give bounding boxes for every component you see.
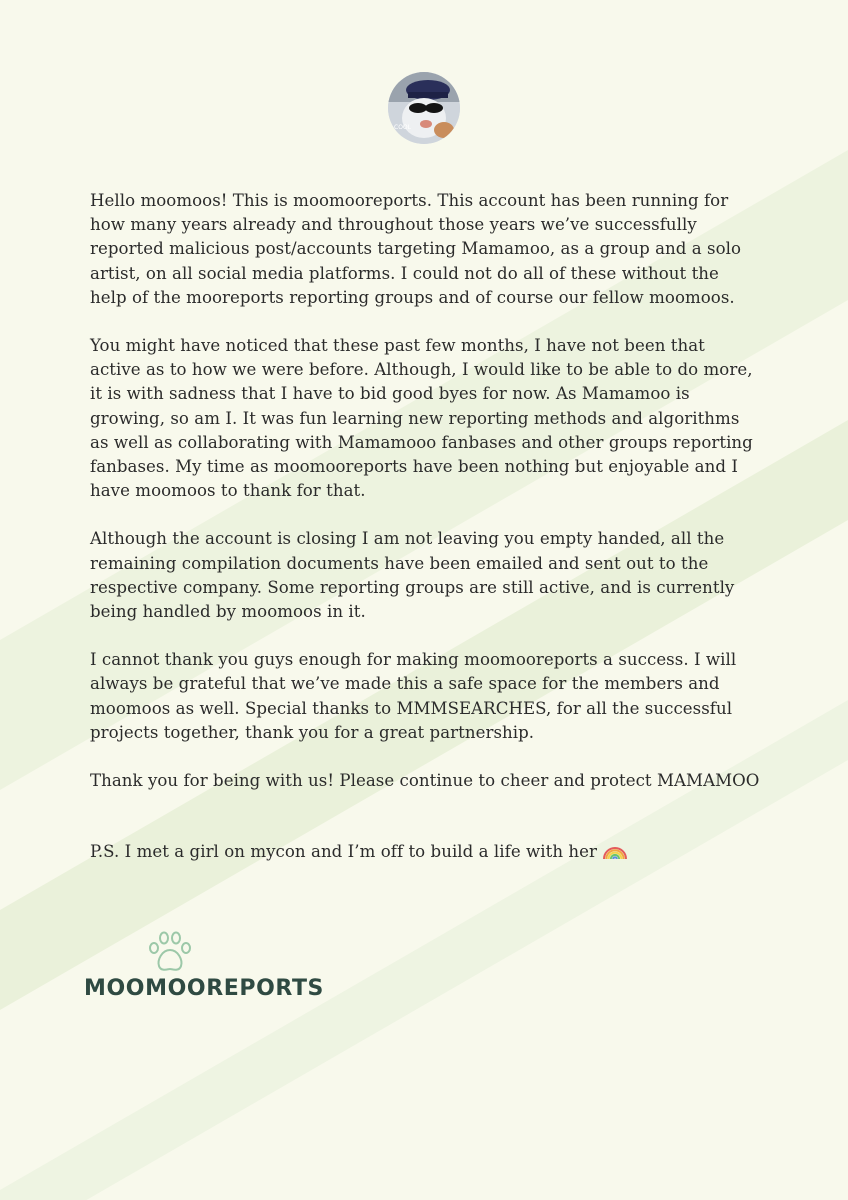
paragraph-line: always be grateful that we’ve made this a safe space for the members and	[90, 674, 720, 694]
paragraph-line: fanbases. My time as moomooreports have been nothing but enjoyable and I	[90, 457, 738, 477]
letter-paragraph	[90, 189, 780, 310]
letter-paragraph	[90, 334, 780, 503]
letter-body	[90, 189, 780, 868]
paragraph-line: have moomoos to thank for that.	[90, 481, 366, 501]
paragraph-line: it is with sadness that I have to bid good byes for now. As Mamamoo is	[90, 384, 690, 404]
paragraph-line: remaining compilation documents have been emailed and sent out to the	[90, 553, 709, 573]
cat-with-sunglasses-icon	[388, 72, 460, 144]
rainbow-icon	[601, 843, 629, 868]
paragraph-line: growing, so am I. It was fun learning new reporting methods and algorithms	[90, 408, 740, 428]
paragraph-line: being handled by moomoos in it.	[90, 602, 366, 622]
letter-paragraph	[90, 648, 780, 745]
paragraph-line: You might have noticed that these past few months, I have not been that	[90, 336, 705, 356]
paragraph-line: I cannot thank you guys enough for making moomooreports a success. I will	[90, 650, 737, 670]
paw-print-icon	[146, 930, 194, 974]
postscript-text: P.S. I met a girl on mycon and I’m off to build a life with her	[90, 842, 598, 862]
paragraph-line: reported malicious post/accounts targeting Mamamoo, as a group and a solo	[90, 239, 742, 259]
paragraph-line: active as to how we were before. Although, I would like to be able to do more,	[90, 360, 753, 380]
letter-paragraph	[90, 527, 780, 624]
paragraph-line: respective company. Some reporting groups are still active, and is currently	[90, 577, 735, 597]
profile-avatar	[388, 72, 460, 144]
logo-wordmark: MOOMOOREPORTS	[84, 976, 324, 1001]
postscript	[90, 840, 780, 868]
closing-text: Thank you for being with us! Please continue to cheer and protect MAMAMOO	[90, 771, 760, 791]
paragraph-line: moomoos as well. Special thanks to MMMSEARCHES, for all the successful	[90, 698, 733, 718]
paragraph-line: Although the account is closing I am not leaving you empty handed, all the	[90, 529, 725, 549]
paragraph-line: how many years already and throughout those years we’ve successfully	[90, 215, 697, 235]
paragraph-line: as well as collaborating with Mamamooo fanbases and other groups reporting	[90, 432, 753, 452]
paragraph-line: Hello moomoos! This is moomooreports. This account has been running for	[90, 191, 729, 210]
paragraph-line: help of the mooreports reporting groups and of course our fellow moomoos.	[90, 287, 735, 307]
paragraph-line: artist, on all social media platforms. I could not do all of these without the	[90, 263, 719, 283]
avatar-caption: COOL	[394, 124, 411, 131]
paragraph-line: projects together, thank you for a great partnership.	[90, 722, 535, 742]
closing-line	[90, 769, 780, 793]
